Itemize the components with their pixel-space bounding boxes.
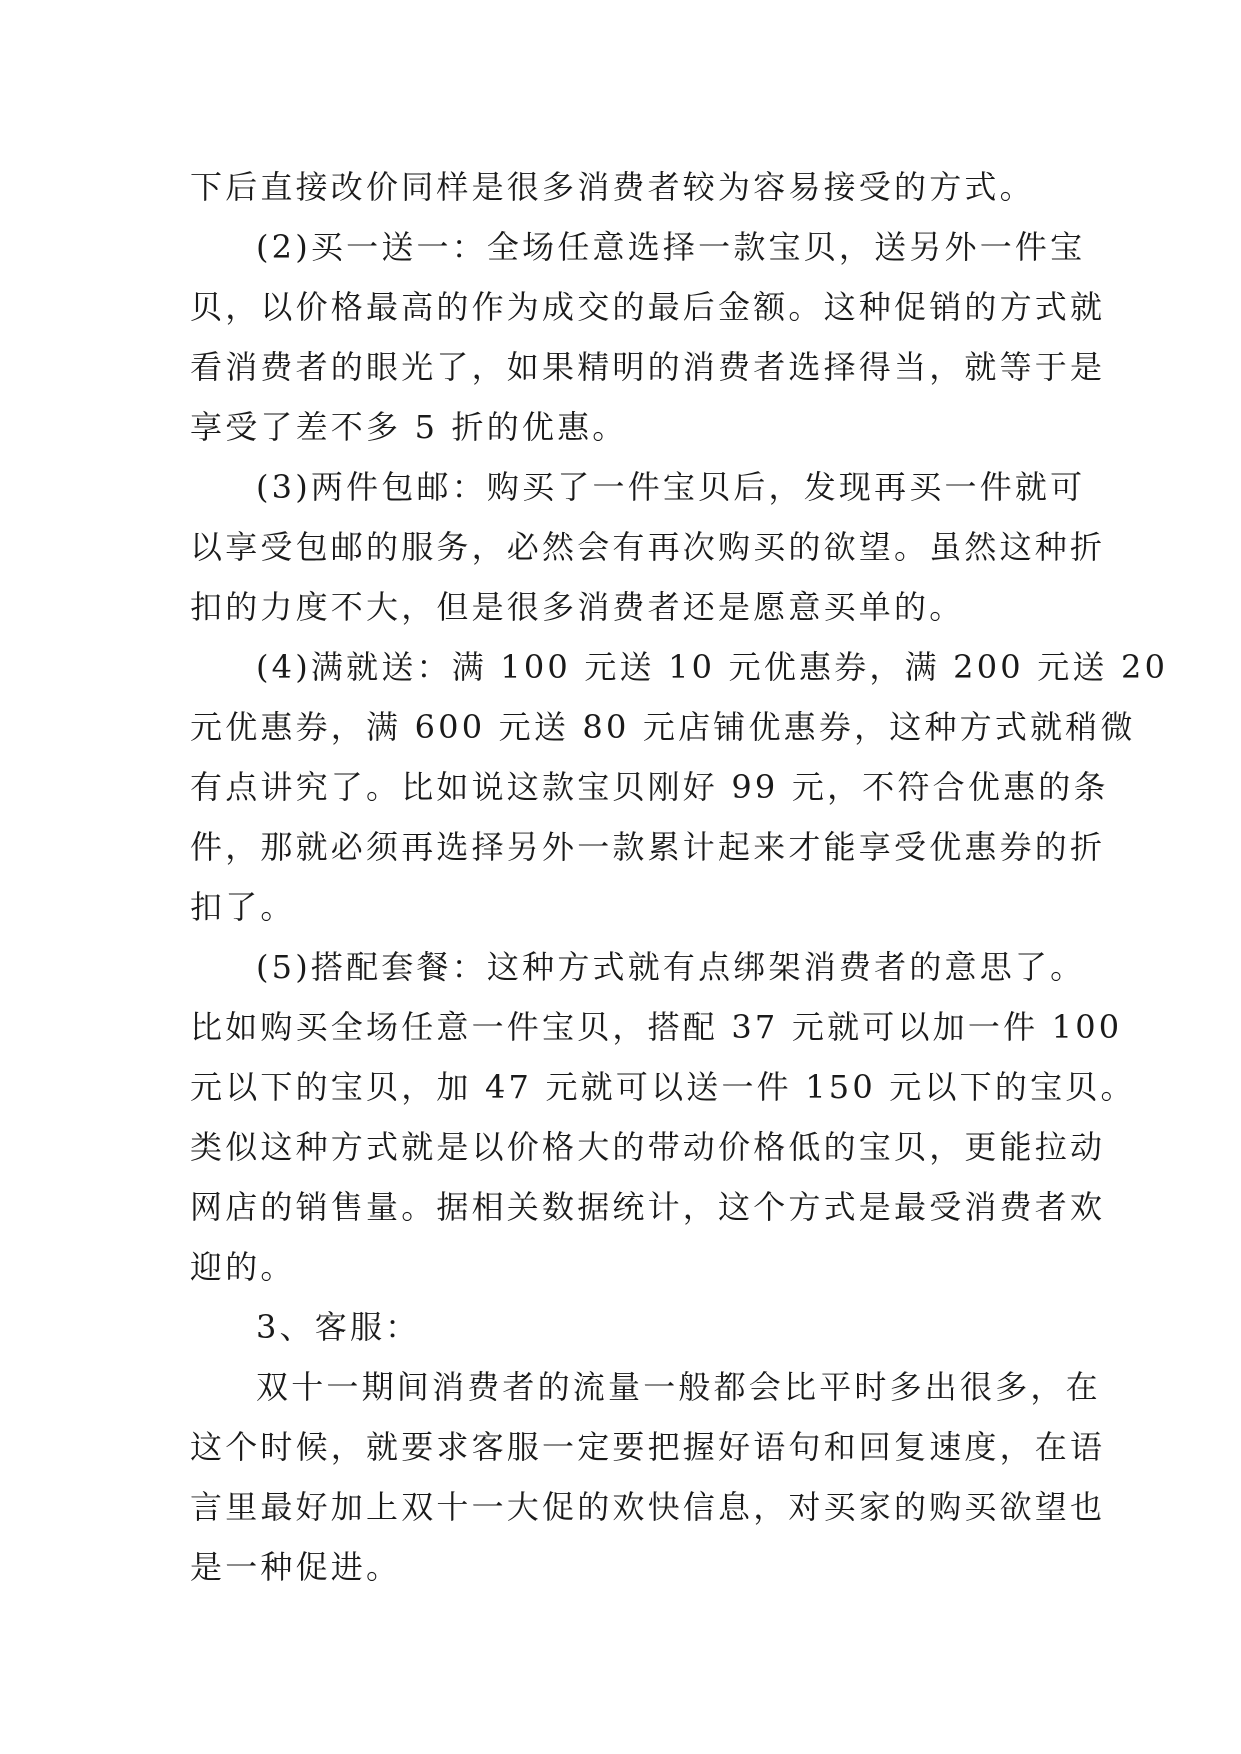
paragraph [190,457,1106,637]
text-line: 迎的。 [190,1248,296,1286]
text-line: 看消费者的眼光了，如果精明的消费者选择得当，就等于是 [190,348,1106,386]
text-line: 扣的力度不大，但是很多消费者还是愿意买单的。 [190,588,965,626]
paragraph [190,637,1169,937]
text-line: (5)搭配套餐：这种方式就有点绑架消费者的意思了。 [256,948,1086,986]
text-line: 元优惠券，满 600 元送 80 元店铺优惠券，这种方式就稍微 [190,708,1136,746]
text-line: (3)两件包邮：购买了一件宝贝后，发现再买一件就可 [256,468,1086,506]
text-line: 类似这种方式就是以价格大的带动价格低的宝贝，更能拉动 [190,1128,1106,1166]
text-line: (4)满就送：满 100 元送 10 元优惠券，满 200 元送 20 [256,648,1169,686]
paragraph [190,1297,1056,1357]
text-line: 是一种促进。 [190,1548,402,1586]
text-line: 件，那就必须再选择另外一款累计起来才能享受优惠券的折 [190,828,1106,866]
text-line: 贝，以价格最高的作为成交的最后金额。这种促销的方式就 [190,288,1106,326]
text-line: 言里最好加上双十一大促的欢快信息，对买家的购买欲望也 [190,1488,1106,1526]
text-line: 有点讲究了。比如说这款宝贝刚好 99 元，不符合优惠的条 [190,768,1109,806]
text-line: 比如购买全场任意一件宝贝，搭配 37 元就可以加一件 100 [190,1008,1123,1046]
text-line: 3、客服： [256,1308,421,1346]
text-line: 享受了差不多 5 折的优惠。 [190,408,628,446]
paragraph [190,217,1106,457]
document-body [190,157,1169,1597]
text-line: 扣了。 [190,888,296,926]
paragraph [190,937,1136,1297]
text-line: 这个时候，就要求客服一定要把握好语句和回复速度，在语 [190,1428,1106,1466]
text-line: 以享受包邮的服务，必然会有再次购买的欲望。虽然这种折 [190,528,1106,566]
text-line: 元以下的宝贝，加 47 元就可以送一件 150 元以下的宝贝。 [190,1068,1136,1106]
text-line: 双十一期间消费者的流量一般都会比平时多出很多，在 [256,1368,1101,1406]
paragraph [190,1357,1106,1597]
paragraph [190,157,1056,217]
text-line: 下后直接改价同样是很多消费者较为容易接受的方式。 [190,168,1035,206]
text-line: (2)买一送一：全场任意选择一款宝贝，送另外一件宝 [256,228,1086,266]
text-line: 网店的销售量。据相关数据统计，这个方式是最受消费者欢 [190,1188,1106,1226]
